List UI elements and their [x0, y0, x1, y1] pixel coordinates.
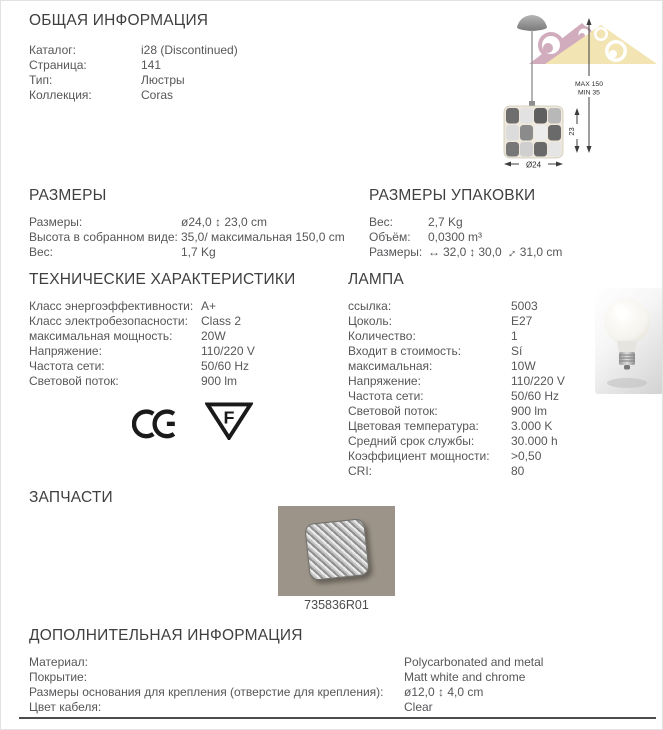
technical-rows	[29, 299, 295, 389]
spec-row	[348, 359, 565, 374]
lamp-rows	[348, 299, 565, 479]
spec-value: 3.000 K	[511, 419, 553, 433]
section-technical	[29, 271, 295, 389]
general-info-title: ОБЩАЯ ИНФОРМАЦИЯ	[29, 12, 209, 29]
arrow-up-icon	[587, 18, 592, 25]
f-mark-letter: F	[223, 407, 235, 428]
spec-row	[29, 685, 543, 700]
spec-value: 10W	[511, 359, 536, 373]
spec-label: Вес:	[369, 215, 394, 229]
spec-value: 50/60 Hz	[201, 359, 250, 373]
spare-part-caption: 735836R01	[304, 598, 369, 612]
spec-label: Цоколь:	[348, 314, 392, 328]
spec-row	[29, 215, 345, 230]
spec-label: Размеры:	[29, 215, 83, 229]
spec-label: Коэффициент мощности:	[348, 449, 490, 463]
spec-row	[29, 245, 345, 260]
spec-value: 0,0300 m³	[428, 230, 483, 244]
spec-value: 20W	[201, 329, 226, 343]
spec-row	[348, 434, 565, 449]
spec-label: Покрытие:	[29, 670, 88, 684]
spec-label: Количество:	[348, 329, 416, 343]
spec-value: 80	[511, 464, 525, 478]
spec-value: 2,7 Kg	[428, 215, 463, 229]
spec-value: 35,0/ максимальная 150,0 cm	[181, 230, 345, 244]
spec-value: 141	[141, 58, 162, 72]
spec-row	[29, 359, 295, 374]
spec-row	[348, 314, 565, 329]
spec-row	[348, 329, 565, 344]
diameter-label: Ø24	[525, 160, 542, 170]
spec-label: Размеры основания для крепления (отверстие для крепления):	[29, 685, 384, 699]
spec-label: Напряжение:	[348, 374, 421, 388]
spec-label: максимальная:	[348, 359, 433, 373]
spec-value: 30.000 h	[511, 434, 558, 448]
dimensions-title: РАЗМЕРЫ	[29, 187, 107, 204]
spec-value: Polycarbonated and metal	[404, 655, 544, 669]
spec-label: Класс энергоэффективности:	[29, 299, 194, 313]
spec-row	[29, 374, 295, 389]
spec-value: Coras	[141, 88, 174, 102]
spare-parts-title: ЗАПЧАСТИ	[29, 489, 113, 506]
spec-label: Тип:	[29, 73, 53, 87]
spec-row	[29, 344, 295, 359]
spec-row	[29, 670, 543, 685]
spec-label: CRI:	[348, 464, 372, 478]
min-height-label: MIN 35	[578, 89, 600, 97]
max-height-label: MAX 150	[575, 81, 603, 88]
spec-label: Входит в стоимость:	[348, 344, 462, 358]
spec-value: ø24,0 ↕ 23,0 cm	[181, 215, 268, 229]
spare-part-photo	[278, 506, 395, 596]
section-lamp	[348, 271, 565, 479]
spec-row	[29, 700, 543, 715]
spec-value: Sí	[511, 344, 523, 358]
shade-height-label: 23	[567, 127, 576, 136]
spec-label: Размеры:	[369, 245, 423, 259]
bottom-divider	[19, 717, 656, 719]
spec-label: Коллекция:	[29, 88, 92, 102]
spec-label: Вес:	[29, 245, 54, 259]
spec-row	[29, 329, 295, 344]
spec-label: Частота сети:	[29, 359, 105, 373]
arrow-right-icon	[556, 162, 563, 167]
spec-row	[348, 389, 565, 404]
spare-part-metal-piece	[304, 518, 370, 581]
spec-label: Цвет кабеля:	[29, 700, 102, 714]
arrow-left-icon	[504, 162, 511, 167]
spec-value: 50/60 Hz	[511, 389, 560, 403]
spec-row	[348, 464, 565, 479]
arrow-up-icon	[575, 108, 580, 115]
spec-row	[348, 374, 565, 389]
spec-label: Высота в собранном виде:	[29, 230, 178, 244]
spec-row	[369, 230, 565, 245]
width-arrow-icon: ↔	[428, 245, 440, 259]
additional-info-title: ДОПОЛНИТЕЛЬНАЯ ИНФОРМАЦИЯ	[29, 627, 303, 644]
arrow-down-icon	[575, 146, 580, 153]
spec-label: Объём:	[369, 230, 411, 244]
spec-row	[369, 242, 565, 262]
spec-label: Материал:	[29, 655, 88, 669]
brand-watermark-logo	[529, 23, 657, 64]
spec-value: >0,50	[511, 449, 542, 463]
spec-label: Каталог:	[29, 43, 76, 57]
section-spare-parts	[29, 489, 113, 507]
package-width-value: 32,0	[443, 245, 467, 259]
spec-row	[348, 344, 565, 359]
spec-row	[348, 299, 565, 314]
spec-label: Световой поток:	[348, 404, 438, 418]
arrow-down-icon	[587, 146, 592, 153]
spec-row	[369, 215, 565, 230]
dimensions-rows	[29, 215, 345, 260]
depth-arrow-icon: ↔	[501, 242, 520, 262]
spec-row	[29, 43, 238, 58]
product-diagram	[487, 7, 663, 171]
section-dimensions	[29, 187, 345, 260]
spec-value: A+	[201, 299, 217, 313]
spec-value: Clear	[404, 700, 433, 714]
ce-mark-icon	[132, 408, 178, 440]
section-general-info	[29, 12, 238, 103]
spec-value: 110/220 V	[201, 344, 255, 358]
spec-value: 900 lm	[511, 404, 548, 418]
spec-value: Class 2	[201, 314, 242, 328]
spec-row	[29, 88, 238, 103]
package-height-value: 30,0	[478, 245, 502, 259]
spec-label: Класс электробезопасности:	[29, 314, 188, 328]
spec-value: E27	[511, 314, 533, 328]
spec-label: Страница:	[29, 58, 87, 72]
bulb-illustration	[595, 288, 663, 394]
spec-row	[29, 314, 295, 329]
canopy	[517, 15, 547, 31]
spec-value: ø12,0 ↕ 4,0 cm	[404, 685, 484, 699]
spec-value: Matt white and chrome	[404, 670, 526, 684]
technical-title: ТЕХНИЧЕСКИЕ ХАРАКТЕРИСТИКИ	[29, 271, 296, 288]
additional-rows	[29, 655, 543, 715]
package-dimensions-title: РАЗМЕРЫ УПАКОВКИ	[369, 187, 536, 204]
spec-label: ссылка:	[348, 299, 392, 313]
f-mark-icon	[205, 401, 253, 440]
spec-value: 900 lm	[201, 374, 238, 388]
spec-label: Световой поток:	[29, 374, 119, 388]
lamp-title: ЛАМПА	[348, 271, 404, 288]
spec-value: Люстры	[141, 73, 185, 87]
spec-row	[29, 299, 295, 314]
spec-value: i28 (Discontinued)	[141, 43, 238, 57]
spec-row	[29, 58, 238, 73]
spec-row	[348, 449, 565, 464]
section-additional-info	[29, 627, 543, 715]
bulb-image	[595, 288, 663, 394]
spec-row	[348, 419, 565, 434]
lampshade	[504, 106, 563, 158]
spec-label: Средний срок службы:	[348, 434, 475, 448]
spec-value: 110/220 V	[511, 374, 565, 388]
spec-label: Напряжение:	[29, 344, 102, 358]
package-rows	[369, 215, 565, 260]
spec-label: Частота сети:	[348, 389, 424, 403]
spec-label: максимальная мощность:	[29, 329, 173, 343]
height-arrow-icon: ↕	[469, 245, 476, 259]
section-package-dimensions	[369, 187, 565, 260]
general-info-rows	[29, 43, 238, 103]
spec-label: Цветовая температура:	[348, 419, 479, 433]
spec-row	[29, 230, 345, 245]
spec-value: 1	[511, 329, 518, 343]
spec-value: 5003	[511, 299, 538, 313]
spec-row	[29, 655, 543, 670]
package-depth-value: 31,0 cm	[519, 245, 563, 259]
spec-row	[348, 404, 565, 419]
spec-value: 1,7 Kg	[181, 245, 216, 259]
spec-row	[29, 73, 238, 88]
